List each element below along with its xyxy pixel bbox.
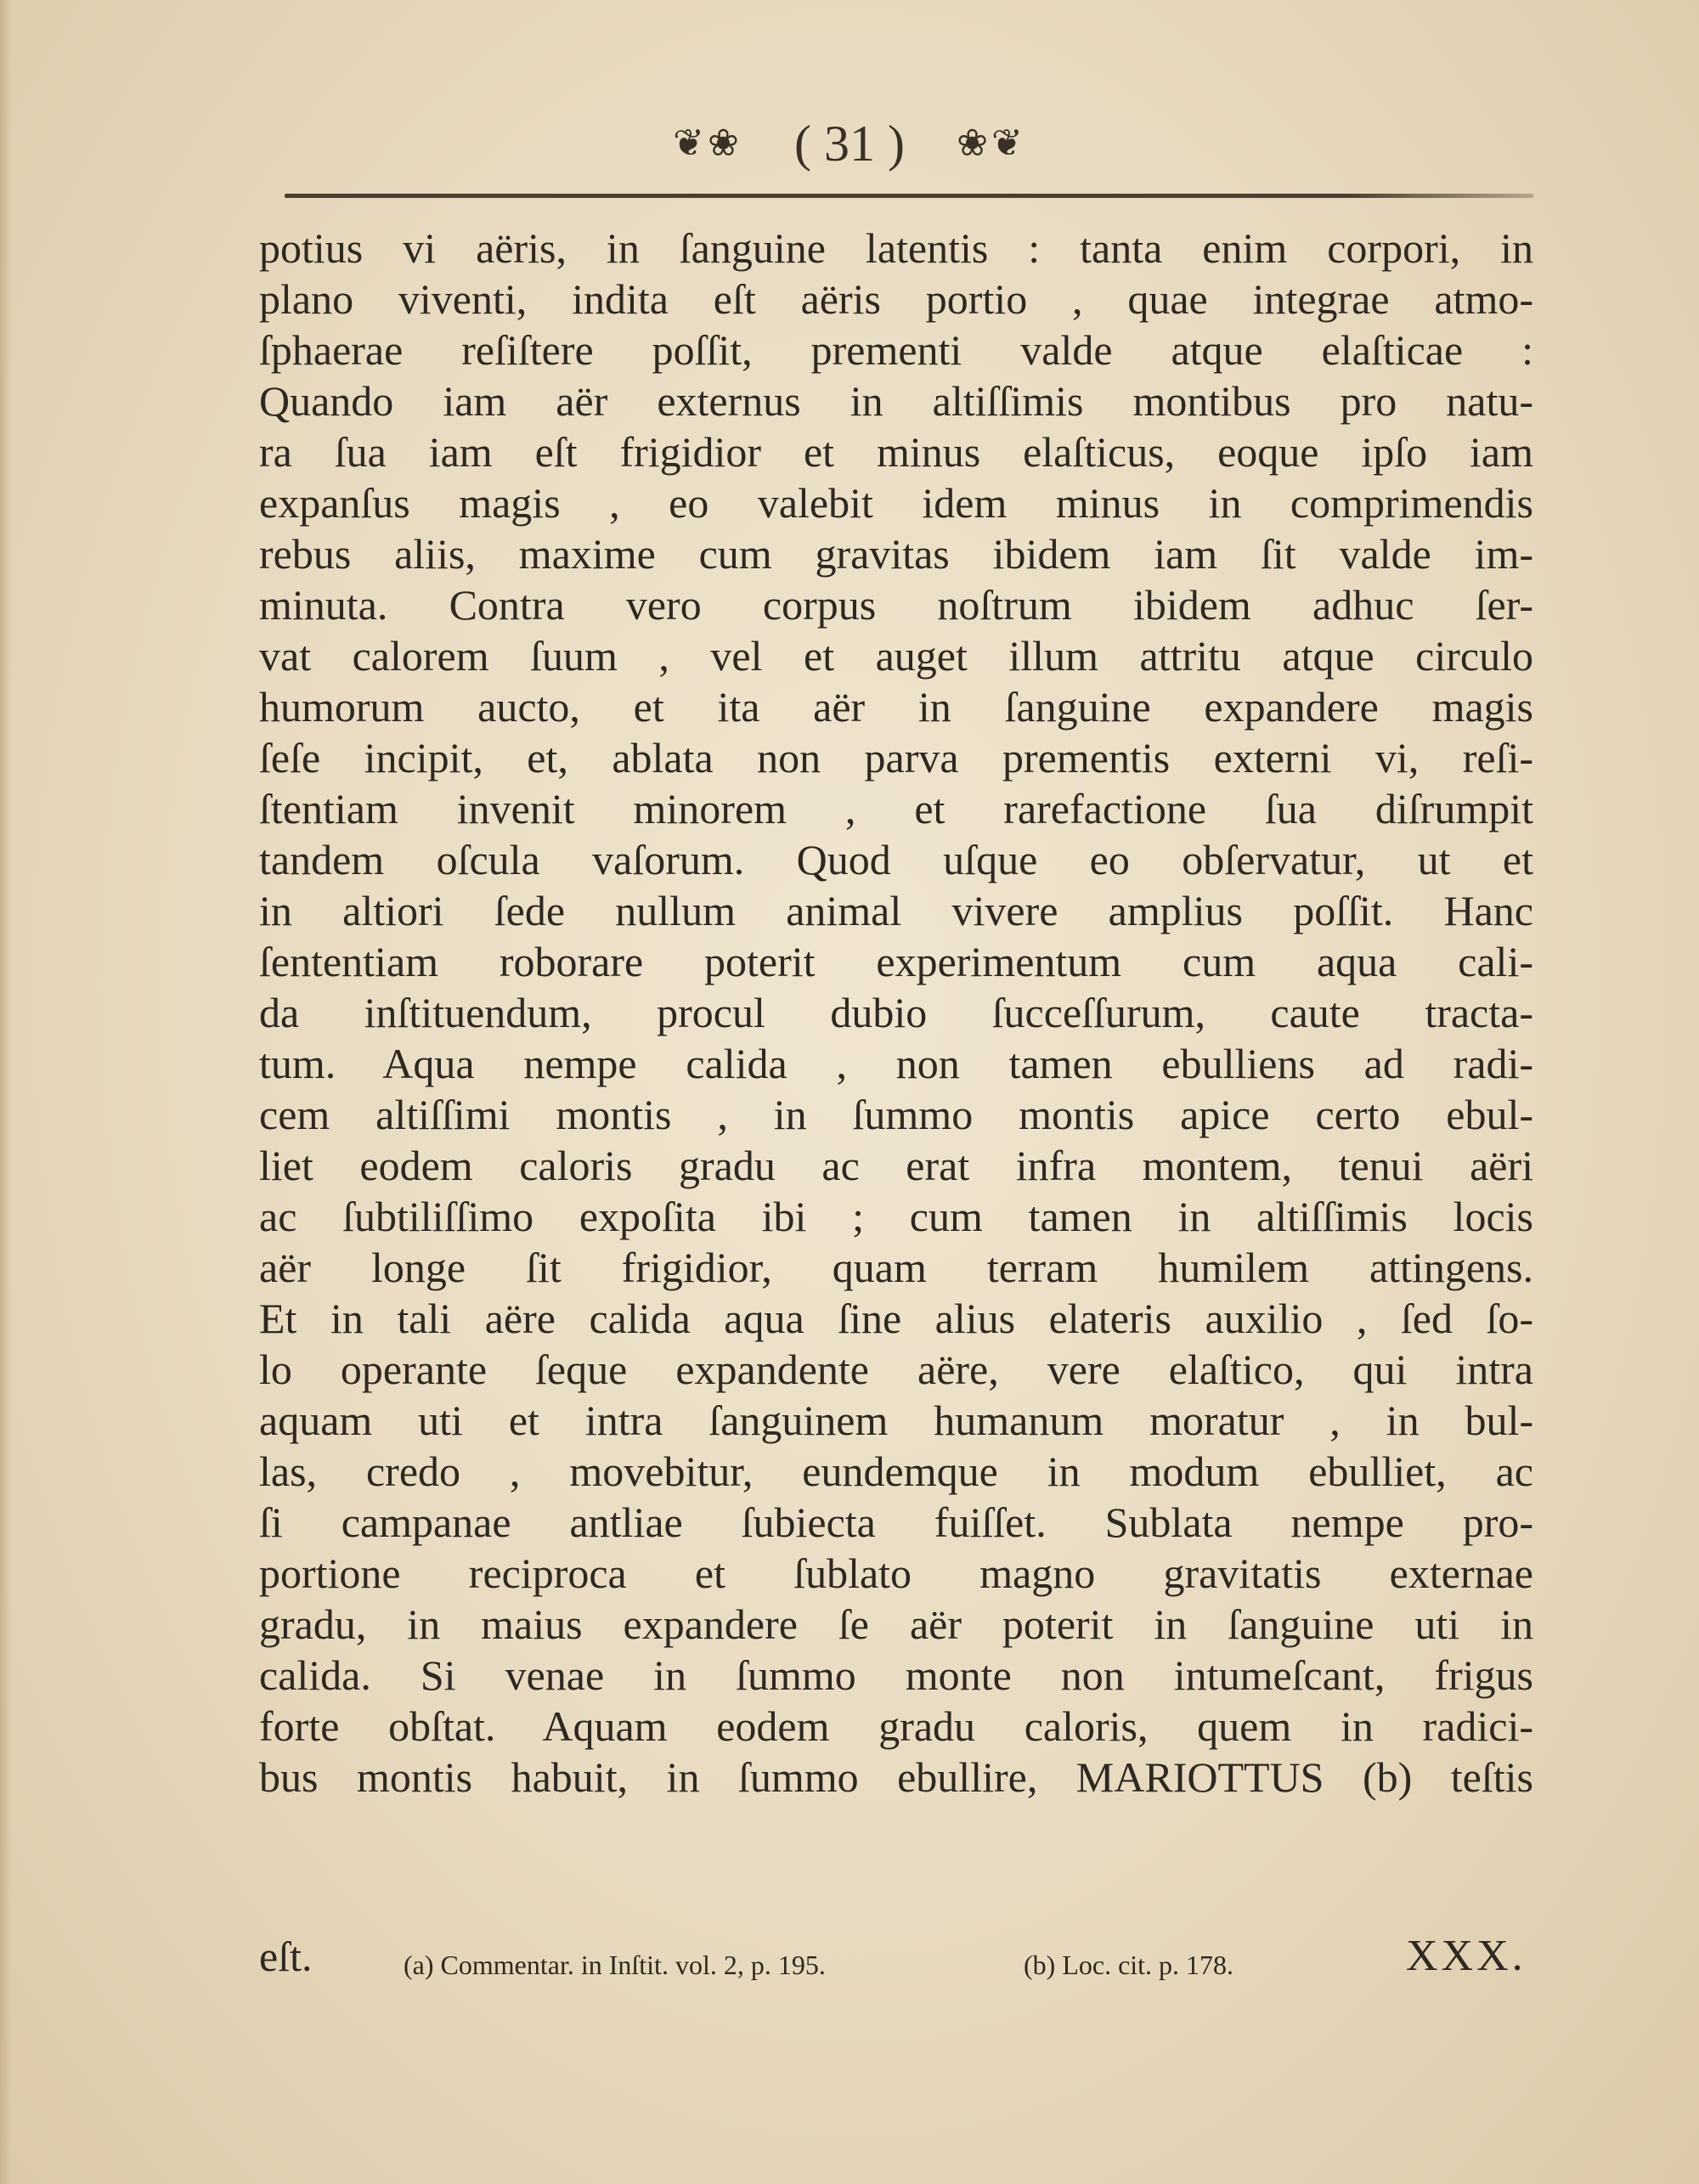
text-line: ſphaerae reſiſtere poſſit, prementi valde atque elaſticae : xyxy=(259,326,1533,374)
catchword: XXX. xyxy=(1406,1932,1527,1980)
text-line: lo operante ſeque expandente aëre, vere elaſtico, qui intra xyxy=(259,1346,1533,1393)
text-line: las, credo , movebitur, eundemque in modum ebulliet, ac xyxy=(259,1448,1533,1495)
text-line: humorum aucto, et ita aër in ſanguine expandere magis xyxy=(259,683,1533,731)
last-word: eſt. xyxy=(259,1933,313,1980)
text-line: minuta. Contra vero corpus noſtrum ibidem adhuc ſer- xyxy=(259,581,1533,629)
footer-row xyxy=(259,1928,1550,1988)
text-line: Quando iam aër externus in altiſſimis montibus pro natu- xyxy=(259,377,1533,425)
text-line: gradu, in maius expandere ſe aër poterit in ſanguine uti in xyxy=(259,1600,1533,1648)
text-line: aër longe ſit frigidior, quam terram humilem attingens. xyxy=(259,1244,1533,1291)
text-line: ac ſubtiliſſimo expoſita ibi ; cum tamen in altiſſimis locis xyxy=(259,1193,1533,1240)
text-line: tum. Aqua nempe calida , non tamen ebulliens ad radi- xyxy=(259,1040,1533,1087)
ornament-right-icon: ❀❦ xyxy=(957,121,1026,165)
footnote-a: (a) Commentar. in Inſtit. vol. 2, p. 195. xyxy=(404,1950,826,1980)
footnote-b: (b) Loc. cit. p. 178. xyxy=(1024,1950,1234,1980)
text-line: vat calorem ſuum , vel et auget illum attritu atque circulo xyxy=(259,632,1533,680)
running-header xyxy=(0,102,1699,178)
text-line: ſententiam roborare poterit experimentum cum aqua cali- xyxy=(259,938,1533,985)
header-rule xyxy=(285,194,1533,198)
text-line: bus montis habuit, in ſummo ebullire, MARIOTTUS (b) teſtis xyxy=(259,1753,1533,1801)
text-line: ſeſe incipit, et, ablata non parva prementis externi vi, reſi- xyxy=(259,734,1533,782)
text-line: in altiori ſede nullum animal vivere amplius poſſit. Hanc xyxy=(259,887,1533,934)
text-line: plano viventi, indita eſt aëris portio , quae integrae atmo- xyxy=(259,275,1533,323)
text-line: forte obſtat. Aquam eodem gradu caloris, quem in radici- xyxy=(259,1702,1533,1750)
text-line: expanſus magis , eo valebit idem minus in comprimendis xyxy=(259,479,1533,527)
text-line: Et in tali aëre calida aqua ſine alius elateris auxilio , ſed ſo- xyxy=(259,1295,1533,1342)
text-line: tandem oſcula vaſorum. Quod uſque eo obſervatur, ut et xyxy=(259,836,1533,883)
text-line: ſi campanae antliae ſubiecta fuiſſet. Sublata nempe pro- xyxy=(259,1498,1533,1546)
ornament-left-icon: ❦❀ xyxy=(673,121,742,165)
text-line: da inſtituendum, procul dubio ſucceſſurum, caute tracta- xyxy=(259,989,1533,1036)
text-line: potius vi aëris, in ſanguine latentis : tanta enim corpori, in xyxy=(259,224,1533,272)
body-text xyxy=(259,223,1533,1803)
text-line: aquam uti et intra ſanguinem humanum moratur , in bul- xyxy=(259,1397,1533,1444)
text-line: ſtentiam invenit minorem , et rarefactione ſua diſrumpit xyxy=(259,785,1533,832)
text-line: rebus aliis, maxime cum gravitas ibidem iam ſit valde im- xyxy=(259,530,1533,578)
text-line: cem altiſſimi montis , in ſummo montis apice certo ebul- xyxy=(259,1091,1533,1138)
text-line: portione reciproca et ſublato magno gravitatis externae xyxy=(259,1549,1533,1597)
text-line: liet eodem caloris gradu ac erat infra montem, tenui aëri xyxy=(259,1142,1533,1189)
text-line: ra ſua iam eſt frigidior et minus elaſticus, eoque ipſo iam xyxy=(259,428,1533,476)
text-line: calida. Si venae in ſummo monte non intumeſcant, frigus xyxy=(259,1651,1533,1699)
page-edge-shadow xyxy=(0,0,12,2184)
page-number: ( 31 ) xyxy=(794,116,905,172)
